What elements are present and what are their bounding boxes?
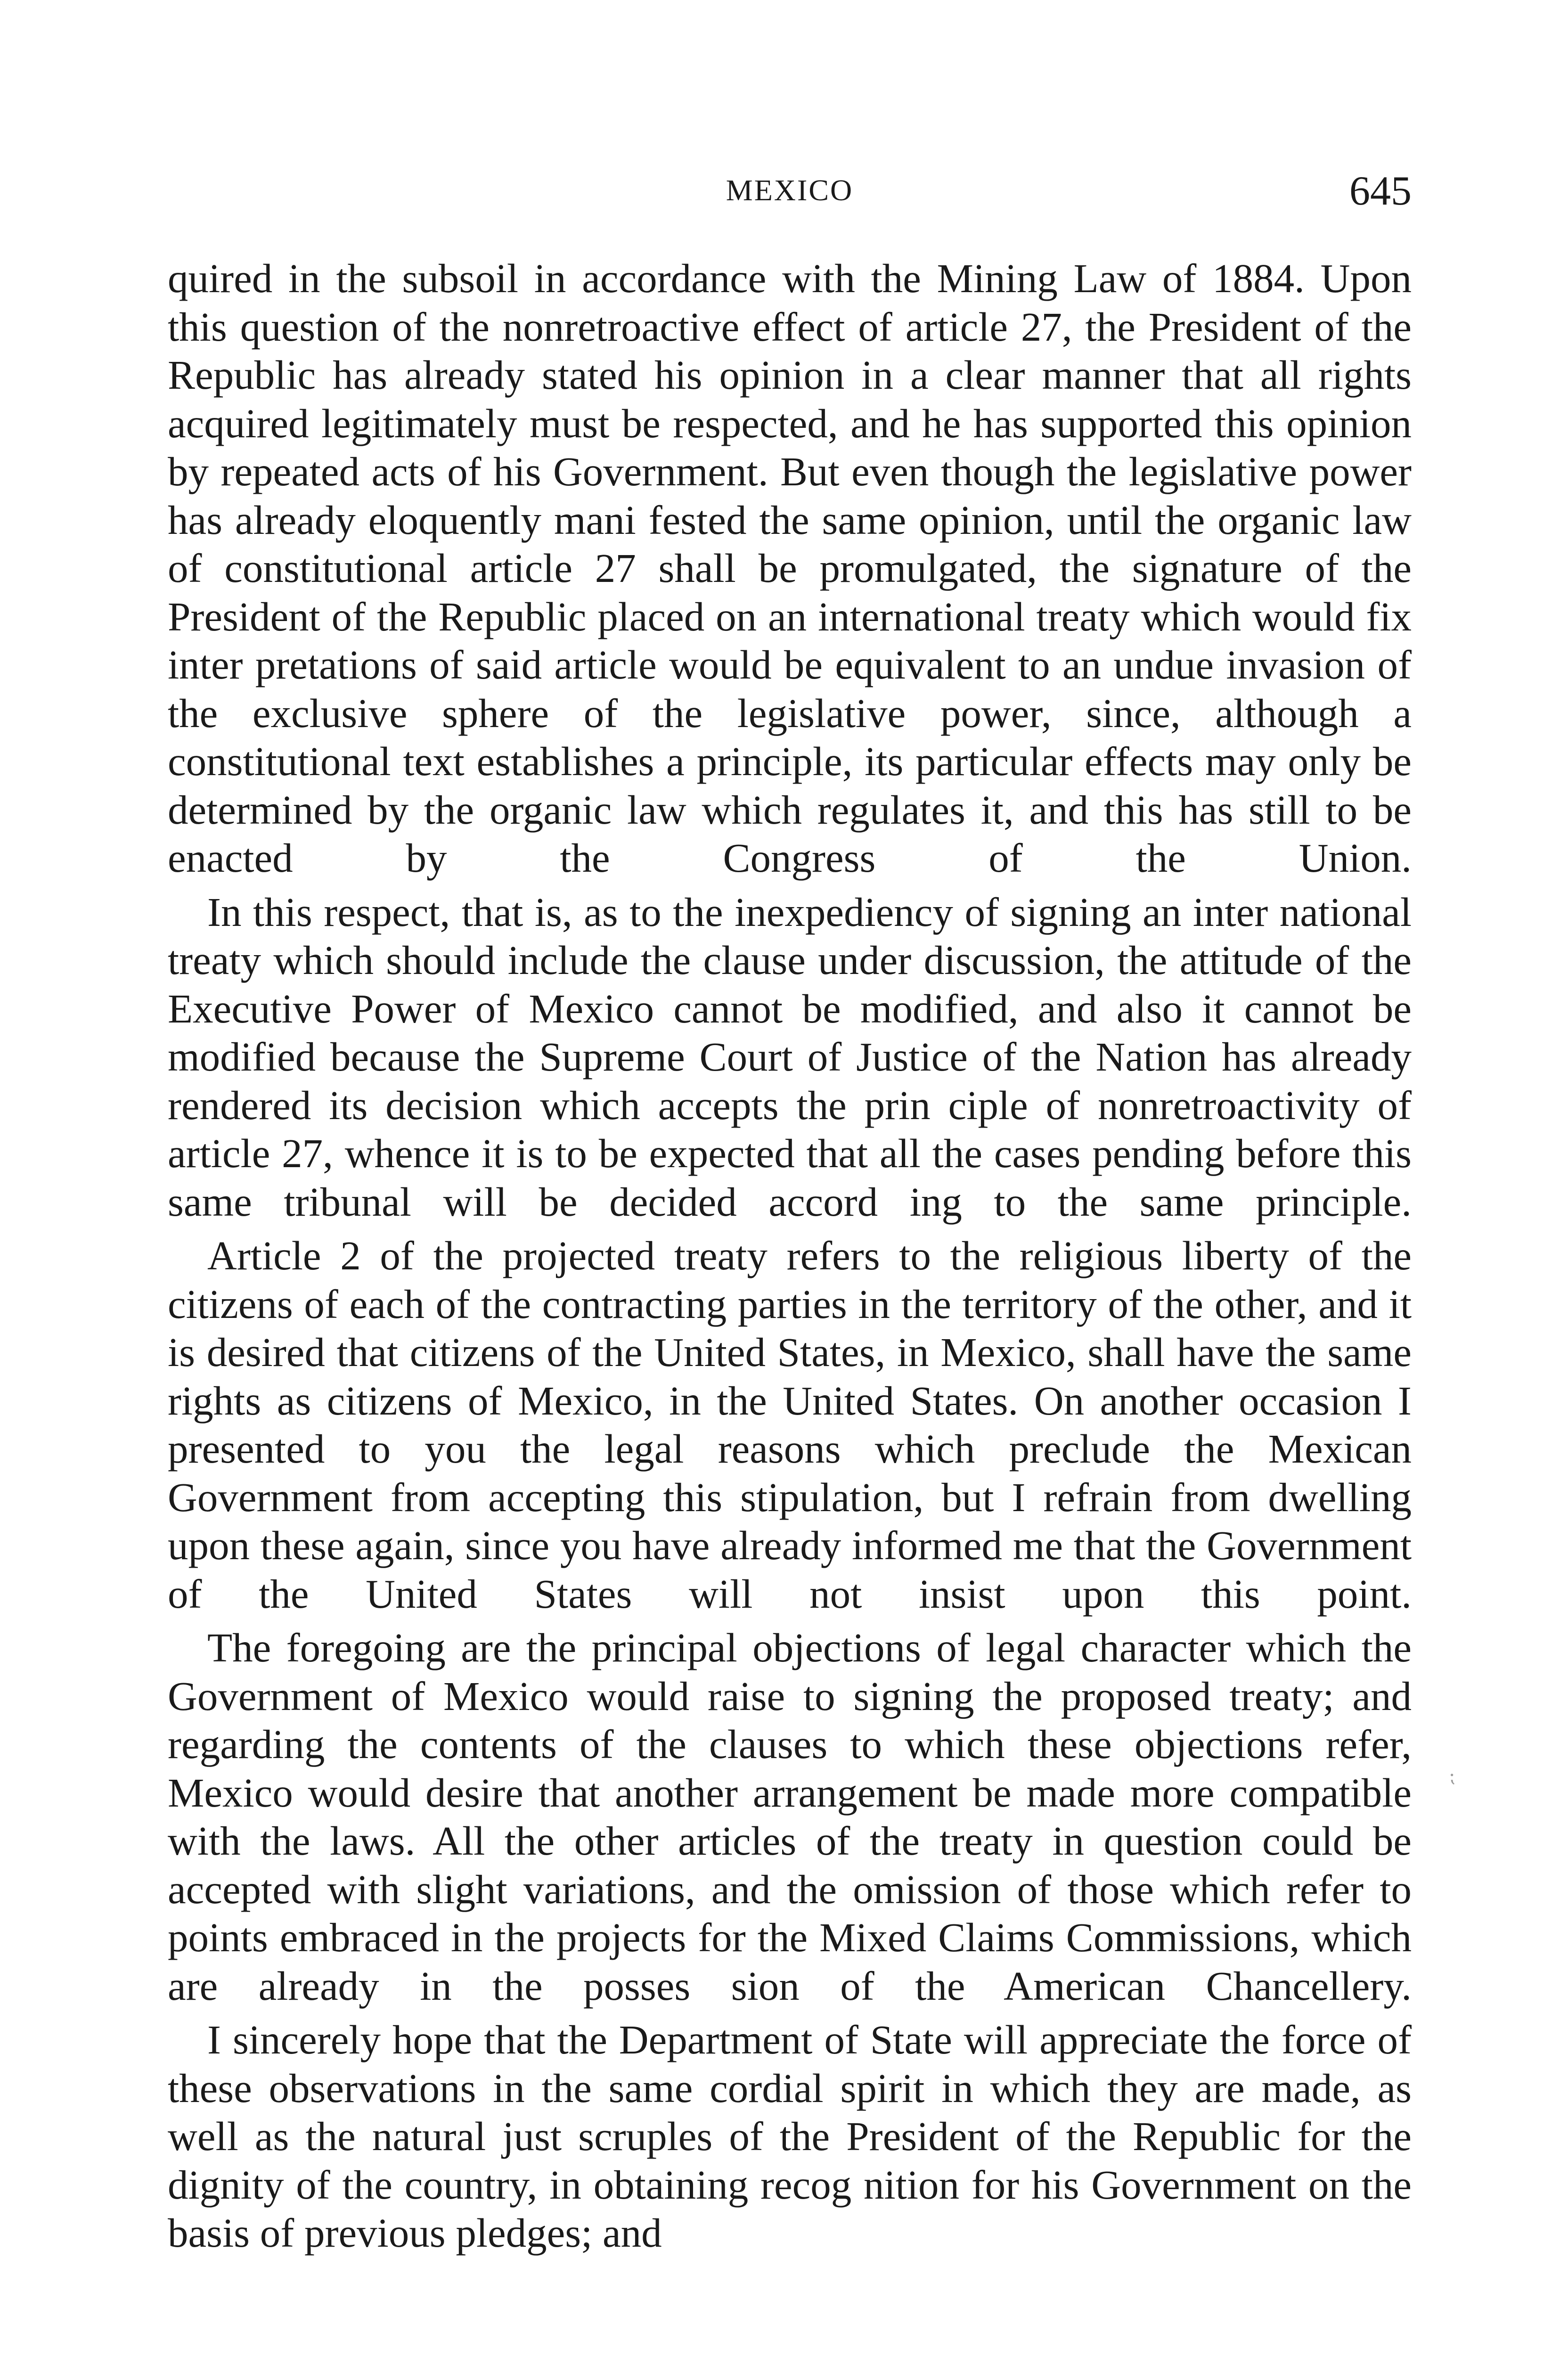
text-line: President of the Republic has already stated his opinion in a clear [168,303,1412,398]
text-line: ciple of nonretroactivity of article 27, whence it is to be expected that [168,1082,1412,1176]
text-line: the citizens of each of the contracting parties in the territory of [168,1233,1412,1327]
text-line: the Nation has already rendered its decision which accepts the prin [168,1034,1412,1128]
text-line: nition for his Government on the basis of previous pledges; and [168,2161,1412,2256]
body-text [168,254,1412,2258]
text-line: you have already informed me that the Government of the United [168,1522,1412,1617]
text-line: Mexico, shall have the same rights as citizens of Mexico, in the [168,1329,1412,1423]
text-line: But even though the legislative power has already eloquently mani [168,449,1412,543]
text-line: United States. On another occasion I presented to you the legal [168,1377,1412,1472]
text-line: Upon this question of the nonretroactive effect of article 27, the [168,255,1412,350]
text-line: only be determined by the organic law which regulates it, and this [168,738,1412,833]
paragraph-5 [168,2016,1412,2258]
text-line: sion of the American Chancellery. [731,1963,1412,2009]
text-line: manner that all rights acquired legitimately must be respected, and [168,352,1412,446]
text-line: I sincerely hope that the Department of State will appreciate [207,2017,1220,2062]
page-number: 645 [1349,168,1412,214]
text-line: the other, and it is desired that citizens of the United States, in [168,1281,1412,1375]
text-line: ing to the same principle. [909,1178,1412,1225]
text-line: the Government of Mexico would raise to signing the proposed [168,1625,1412,1719]
text-line: they are made, as well as the natural just scruples of the President [168,2065,1412,2159]
text-line: quired in the subsoil in accordance with the Mining Law of 1884. [168,255,1321,301]
text-line: treaty; and regarding the contents of the clauses to which these [168,1673,1412,1767]
paragraph-4 [168,1624,1412,2010]
text-line: also it cannot be modified because the Supreme Court of Justice of [168,985,1412,1080]
text-line: the treaty in question could be accepted with slight variations, and [168,1818,1412,1912]
text-line: article 27 shall be promulgated, the signature of the President of [168,545,1412,639]
text-line: of the exclusive sphere of the legislative power, since, although a [168,642,1412,736]
paragraph-2 [168,888,1412,1227]
text-line: States will not insist upon this point. [534,1571,1412,1617]
paragraph-1 [168,254,1412,883]
text-line: the Republic placed on an international treaty which would fix inter [168,593,1412,687]
text-line: attitude of the Executive Power of Mexico cannot be modified, and [168,937,1412,1031]
text-line: he has supported this opinion by repeated acts of his Government. [168,400,1412,494]
text-line: national treaty which should include the clause under discussion, the [168,889,1412,983]
text-line: The foregoing are the principal objections of legal character which [207,1625,1362,1670]
text-line: the force of these observations in the same cordial spirit in which [168,2017,1412,2111]
paragraph-3 [168,1232,1412,1618]
running-head [168,167,1412,219]
text-line: of the Republic for the dignity of the country, in obtaining recog [168,2113,1412,2208]
text-line: reasons which preclude the Mexican Government from accepting [168,1426,1412,1520]
text-line: constitutional text establishes a principle, its particular effects may [168,738,1288,784]
text-line: Article 2 of the projected treaty refers to the religious liberty of [207,1233,1362,1278]
text-line: made more compatible with the laws. All the other articles of [168,1769,1412,1864]
text-line: this stipulation, but I refrain from dwelling upon these again, since [168,1474,1412,1568]
text-line: In this respect, that is, as to the inexpediency of signing an inter [207,889,1268,935]
text-line: the omission of those which refer to points embraced in the projects [168,1866,1412,1960]
text-line: pretations of said article would be equivalent to an undue invasion [255,642,1378,687]
text-line: has still to be enacted by the Congress of the Union. [168,786,1412,881]
text-line: objections refer, Mexico would desire that another arrangement be [168,1721,1412,1816]
text-line: for the Mixed Claims Commissions, which are already in the posses [168,1914,1412,2009]
text-line: all the cases pending before this same tribunal will be decided accord [168,1130,1412,1225]
text-line: fested the same opinion, until the organic law of constitutional [168,497,1412,591]
margin-mark: ⁏ [1449,1765,1455,1786]
running-title: MEXICO [726,173,854,207]
